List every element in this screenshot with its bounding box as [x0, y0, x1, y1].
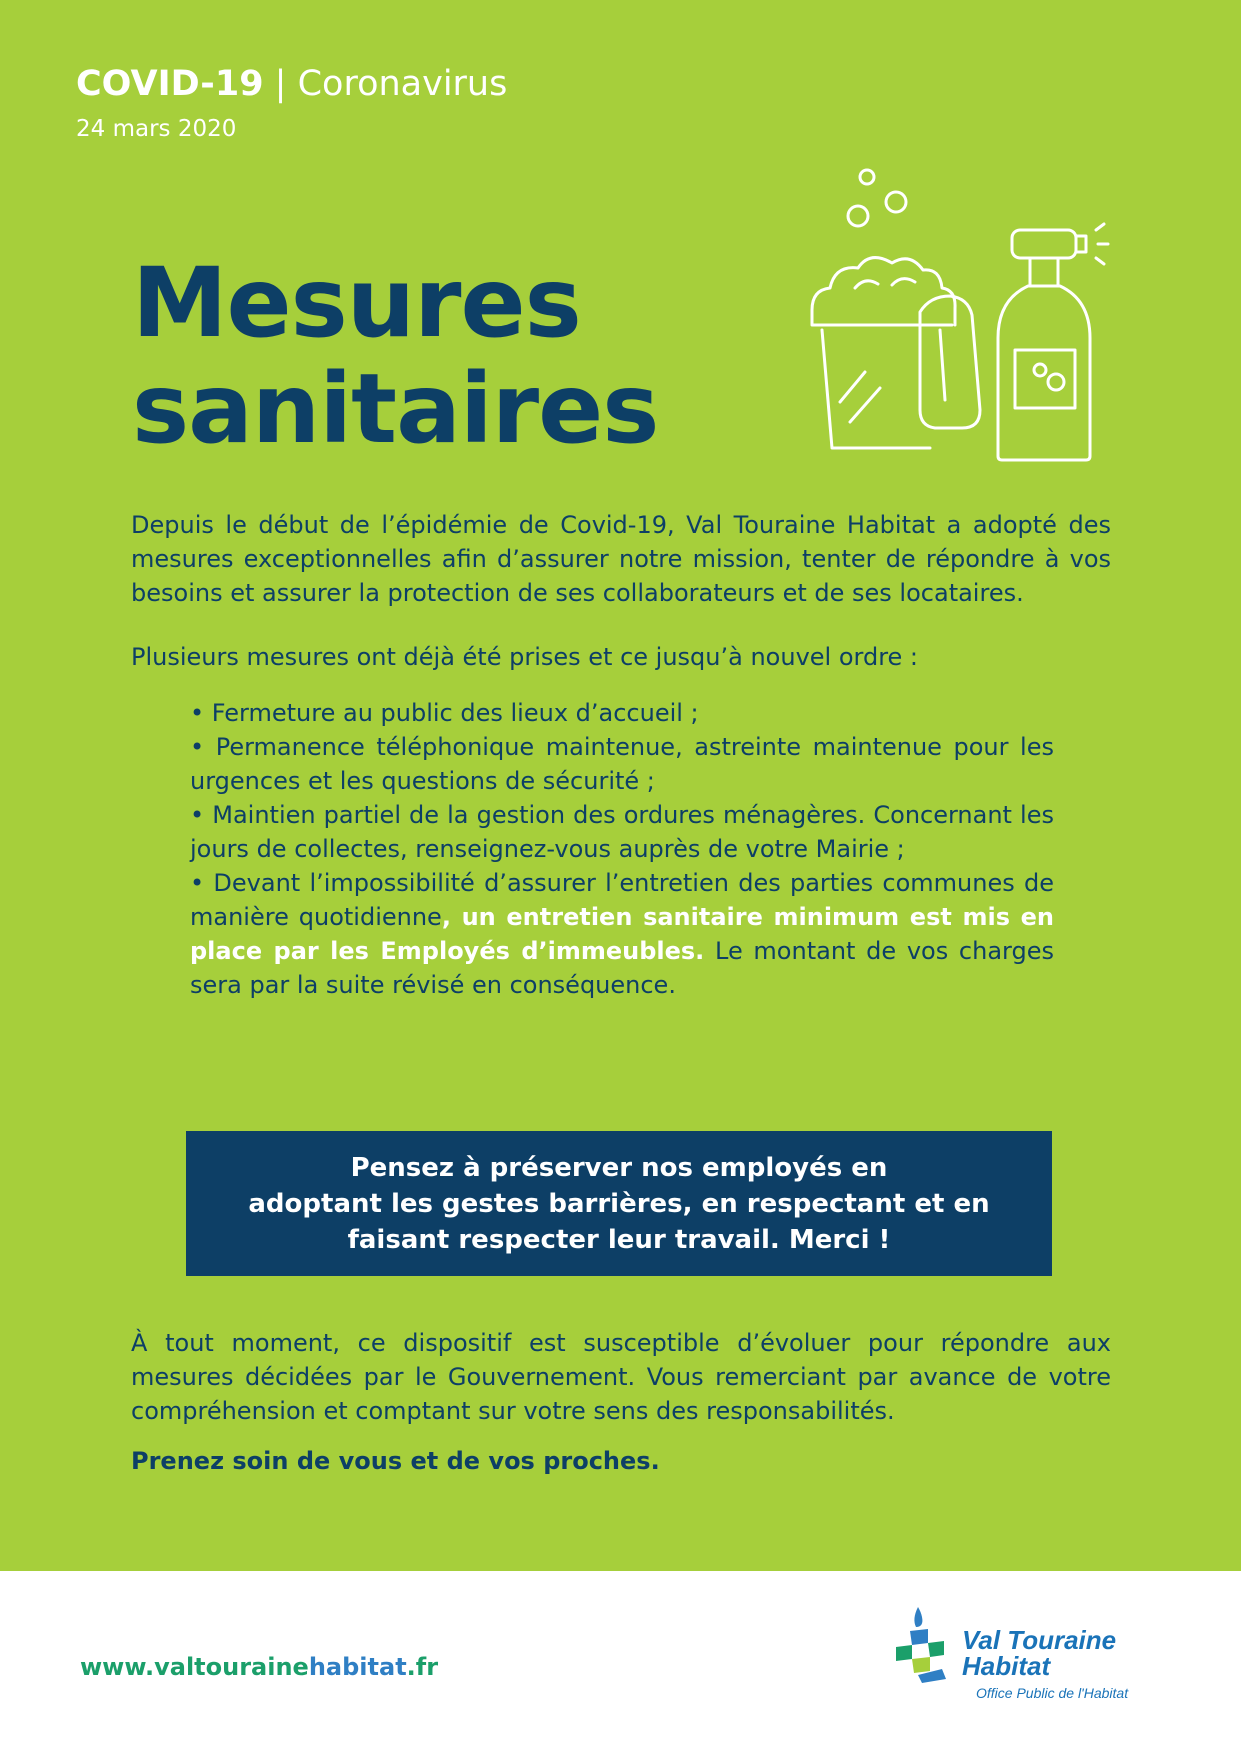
- bullet4-text-1: • Devant l’impossibilité d’assurer l’entretien des parties communes de manière quotidienne: [190, 869, 1054, 931]
- callout-box: [186, 1131, 1052, 1276]
- url-suffix: .fr: [406, 1653, 439, 1681]
- title-line-1: Mesures: [132, 247, 581, 359]
- header-separator: |: [263, 64, 298, 104]
- publication-date: 24 mars 2020: [76, 116, 237, 142]
- callout-line-1: Pensez à préserver nos employés en: [350, 1152, 888, 1183]
- intro-paragraph: Depuis le début de l’épidémie de Covid-19, Val Touraine Habitat a adopté des mesures exceptionnelles afin d’assurer notre mission, tenter de répondre à vos besoins et assurer la protection de ses collaborateurs et de ses locataires.: [131, 511, 1111, 607]
- logo-text: [962, 1627, 1116, 1679]
- website-link[interactable]: [80, 1653, 438, 1681]
- callout-line-2: adoptant les gestes barrières, en respectant et en: [248, 1188, 990, 1219]
- logo-line-2: Habitat: [962, 1651, 1051, 1681]
- measures-intro: Plusieurs mesures ont déjà été prises et ce jusqu’à nouvel ordre :: [131, 643, 919, 671]
- val-touraine-logo-icon: [888, 1605, 968, 1685]
- bucket-with-foam-icon: [812, 170, 980, 448]
- logo-subtitle: Office Public de l'Habitat: [976, 1685, 1129, 1701]
- logo-line-1: Val Touraine: [962, 1625, 1117, 1655]
- list-item: [190, 866, 1054, 1002]
- covid-label: COVID-19: [76, 64, 264, 104]
- closing-sign-off: Prenez soin de vous et de vos proches.: [131, 1447, 660, 1475]
- url-accent: habitat: [308, 1653, 407, 1681]
- val-touraine-logo: [888, 1605, 1218, 1725]
- cleaning-illustration: [800, 160, 1130, 470]
- list-item: • Maintien partiel de la gestion des ordures ménagères. Concernant les jours de collectes, renseignez-vous auprès de votre Mairie ;: [190, 801, 1054, 863]
- callout-line-3: faisant respecter leur travail. Merci !: [347, 1224, 891, 1255]
- bullet4-highlight: , un entretien sanitaire minimum est mis en place par les Employés d’immeubles.: [190, 903, 1055, 965]
- header: [76, 62, 507, 142]
- list-item: • Permanence téléphonique maintenue, astreinte maintenue pour les urgences et les questions de sécurité ;: [190, 733, 1054, 795]
- topic-label: Coronavirus: [297, 64, 508, 104]
- footer: [0, 1571, 1241, 1754]
- main-content: [131, 508, 1111, 1002]
- title-line-2: sanitaires: [132, 353, 659, 465]
- spray-bottle-icon: [998, 224, 1108, 460]
- url-prefix: www.valtouraine: [80, 1653, 309, 1681]
- closing-paragraph: À tout moment, ce dispositif est susceptible d’évoluer pour répondre aux mesures décidées par le Gouvernement. Vous remerciant par avance de votre compréhension et comptant sur votre sens des responsabilités.: [131, 1329, 1111, 1425]
- bullet4-text-2: Le montant de vos charges sera par la suite révisé en conséquence.: [190, 937, 1054, 999]
- list-item: • Fermeture au public des lieux d’accueil ;: [190, 699, 699, 727]
- closing-section: [131, 1326, 1111, 1478]
- measures-list: [190, 696, 1054, 1002]
- header-title: [76, 62, 507, 106]
- page-title: [132, 247, 659, 465]
